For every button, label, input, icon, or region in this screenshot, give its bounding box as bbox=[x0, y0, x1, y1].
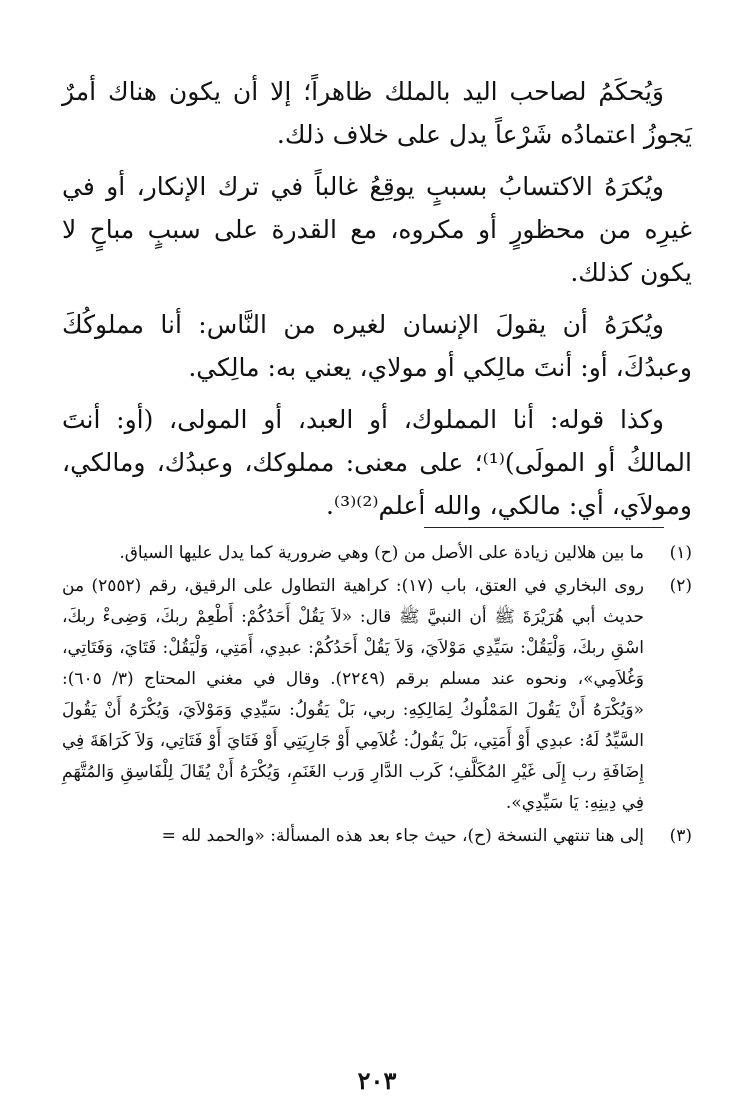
footnote-text: روى البخاري في العتق، باب (١٧): كراهية التطاول على الرقيق، رقم (٢٥٥٢) من حديث أبي هُرَيْرَةَ ﷺ أن النبيَّ ﷺ قال: «لاَ يَقُلْ أَحَدُكُمْ: أَطْعِمْ ربكَ، وَضِىءْ ربكَ، اسْقِ ربكَ، وَلْيَقُلْ: سَيِّدِي مَوْلاَيَ، وَلاَ يَقُلْ أَحَدُكُمْ: عبدِي، أَمَتِي، وَلْيَقُلْ: فَتَايَ، وَفَتَاتِي، وَغُلاَمِي»، ونحوه عند مسلم برقم (٢٢٤٩). وقال في مغني المحتاج (٣/ ٦٠٥): «وَيُكْرَهُ أَنْ يَقُولَ المَمْلُوكُ لِمَالِكِهِ: ربي، بَلْ يَقُولُ: سَيِّدِي وَمَوْلاَيَ، وَيُكْرَهُ أَنْ يَقُولَ السَّيِّدُ لَهُ: عبدِي أَوْ أَمَتِي، بَلْ يَقُولُ: غُلاَمِي أَوْ جَارِيَتِي أَوْ فَتَايَ أَوْ فَتَاتِي، وَلاَ كَرَاهَةَ فِي إِضَافَةِ رب إِلَى غَيْرِ المُكَلَّفِ؛ كَرب الدَّارِ وَرب الغَنَمِ، وَيُكْرَهُ أَنْ يُقَالَ لِلْفَاسِقِ وَالمُتَّهَمِ فِي دِينِهِ: يَا سَيِّدِي». bbox=[62, 576, 644, 813]
footnote-number: (١) bbox=[669, 543, 692, 563]
footnote-1 bbox=[62, 538, 692, 569]
paragraph-text: وكذا قوله: أنا المملوك، أو العبد، أو المولى، (أو: أنتَ المالكُ أو المولَى)⁽¹⁾؛ على معنى: مملوكك، وعبدُك، ومالكي، ومولاَي، أي: مالكي، والله أعلم⁽²⁾⁽³⁾. bbox=[62, 405, 692, 520]
footnotes bbox=[62, 538, 692, 854]
footnote-text: إلى هنا تنتهي النسخة (ح)، حيث جاء بعد هذه المسألة: «والحمد لله = bbox=[161, 826, 644, 846]
footnote-number: (٢) bbox=[669, 576, 692, 596]
paragraph-possession bbox=[62, 70, 692, 156]
paragraph-text: ويُكرَهُ الاكتسابُ بسببٍ يوقِعُ غالباً في ترك الإنكار، أو في غيرِه من محظورٍ أو مكروه، مع القدرة على سببٍ مباحٍ لا يكون كذلك. bbox=[62, 172, 692, 287]
paragraph-earning bbox=[62, 165, 692, 294]
paragraph-text: ويُكرَهُ أن يقولَ الإنسان لغيره من النَّاس: أنا مملوكُكَ وعبدُكَ، أو: أنتَ مالِكي أو مولاي، يعني به: مالِكي. bbox=[62, 310, 692, 382]
page-number: ٢٠٣ bbox=[357, 1066, 397, 1095]
footnote-number: (٣) bbox=[669, 826, 692, 846]
footnote-text: ما بين هلالين زيادة على الأصل من (ح) وهي ضرورية كما يدل عليها السياق. bbox=[119, 543, 644, 563]
main-text bbox=[62, 70, 692, 536]
paragraph-saying bbox=[62, 303, 692, 389]
footnote-3 bbox=[62, 821, 692, 852]
paragraph-text: وَيُحكَمُ لصاحب اليد بالملك ظاهراً؛ إلا أن يكون هناك أمرٌ يَجوزُ اعتمادُه شَرْعاً يدل على خلاف ذلك. bbox=[62, 77, 692, 149]
footnote-divider bbox=[424, 527, 664, 528]
footnote-2 bbox=[62, 571, 692, 819]
paragraph-terms bbox=[62, 398, 692, 527]
